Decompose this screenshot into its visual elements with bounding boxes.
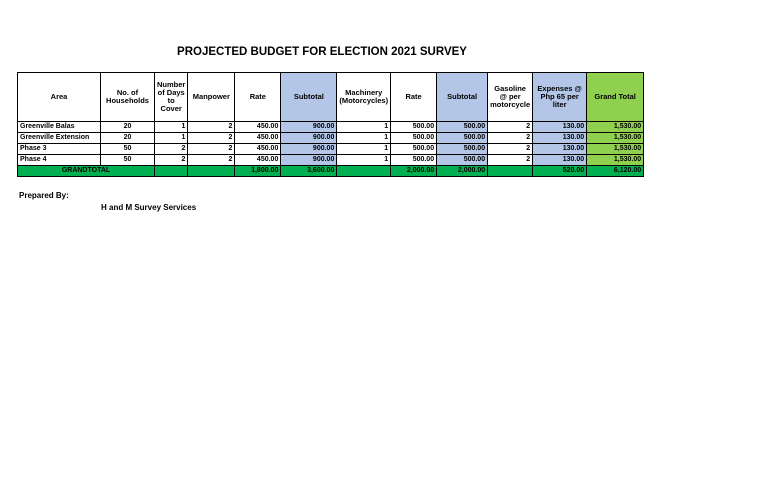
- header-grand-total: Grand Total: [587, 73, 644, 122]
- header-area: Area: [18, 73, 101, 122]
- cell-manpower: 2: [188, 155, 235, 166]
- cell-machinery: 1: [337, 144, 391, 155]
- cell-subtotal-machinery: 500.00: [437, 144, 488, 155]
- total-subtotal-manpower: 3,600.00: [281, 166, 337, 177]
- header-rate-machinery: Rate: [391, 73, 437, 122]
- grand-total-row: [18, 166, 644, 177]
- prepared-by-label: Prepared By:: [19, 191, 69, 200]
- cell-subtotal-manpower: 900.00: [281, 144, 337, 155]
- cell-rate-manpower: 450.00: [235, 155, 281, 166]
- header-subtotal-manpower: Subtotal: [281, 73, 337, 122]
- table-row: [18, 122, 644, 133]
- company-name: H and M Survey Services: [101, 203, 197, 212]
- total-label: GRANDTOTAL: [18, 166, 155, 177]
- cell-households: 20: [101, 122, 155, 133]
- cell-expenses: 130.00: [533, 133, 587, 144]
- cell-days: 1: [155, 133, 188, 144]
- total-empty-gasoline: [488, 166, 533, 177]
- total-rate-machinery: 2,000.00: [391, 166, 437, 177]
- cell-area: Greenville Balas: [18, 122, 101, 133]
- cell-rate-machinery: 500.00: [391, 122, 437, 133]
- table-row: [18, 133, 644, 144]
- total-subtotal-machinery: 2,000.00: [437, 166, 488, 177]
- header-rate-manpower: Rate: [235, 73, 281, 122]
- cell-machinery: 1: [337, 155, 391, 166]
- cell-gasoline: 2: [488, 155, 533, 166]
- cell-grand-total: 1,530.00: [587, 144, 644, 155]
- total-empty-manpower: [188, 166, 235, 177]
- cell-rate-manpower: 450.00: [235, 122, 281, 133]
- cell-households: 50: [101, 144, 155, 155]
- cell-area: Phase 3: [18, 144, 101, 155]
- header-days: Number of Days to Cover: [155, 73, 188, 122]
- document-title: PROJECTED BUDGET FOR ELECTION 2021 SURVEY: [177, 46, 467, 58]
- cell-days: 2: [155, 155, 188, 166]
- cell-subtotal-manpower: 900.00: [281, 122, 337, 133]
- cell-manpower: 2: [188, 122, 235, 133]
- total-empty-days: [155, 166, 188, 177]
- table-row: [18, 144, 644, 155]
- total-rate-manpower: 1,800.00: [235, 166, 281, 177]
- table-row: [18, 155, 644, 166]
- cell-days: 2: [155, 144, 188, 155]
- cell-rate-machinery: 500.00: [391, 144, 437, 155]
- cell-manpower: 2: [188, 133, 235, 144]
- cell-manpower: 2: [188, 144, 235, 155]
- total-expenses: 520.00: [533, 166, 587, 177]
- cell-gasoline: 2: [488, 144, 533, 155]
- cell-subtotal-machinery: 500.00: [437, 155, 488, 166]
- cell-subtotal-machinery: 500.00: [437, 122, 488, 133]
- header-row: [18, 73, 644, 122]
- header-machinery: Machinery (Motorcycles): [337, 73, 391, 122]
- cell-households: 50: [101, 155, 155, 166]
- cell-rate-machinery: 500.00: [391, 155, 437, 166]
- cell-expenses: 130.00: [533, 144, 587, 155]
- cell-households: 20: [101, 133, 155, 144]
- cell-area: Greenville Extension: [18, 133, 101, 144]
- cell-subtotal-manpower: 900.00: [281, 133, 337, 144]
- cell-expenses: 130.00: [533, 122, 587, 133]
- header-gasoline: Gasoline @ per motorcycle: [488, 73, 533, 122]
- header-expenses: Expenses @ Php 65 per liter: [533, 73, 587, 122]
- cell-machinery: 1: [337, 133, 391, 144]
- header-manpower: Manpower: [188, 73, 235, 122]
- cell-subtotal-machinery: 500.00: [437, 133, 488, 144]
- total-empty-machinery: [337, 166, 391, 177]
- cell-gasoline: 2: [488, 133, 533, 144]
- cell-rate-manpower: 450.00: [235, 133, 281, 144]
- cell-rate-machinery: 500.00: [391, 133, 437, 144]
- budget-table: [17, 72, 644, 177]
- cell-subtotal-manpower: 900.00: [281, 155, 337, 166]
- cell-area: Phase 4: [18, 155, 101, 166]
- cell-grand-total: 1,530.00: [587, 155, 644, 166]
- cell-gasoline: 2: [488, 122, 533, 133]
- cell-grand-total: 1,530.00: [587, 122, 644, 133]
- header-subtotal-machinery: Subtotal: [437, 73, 488, 122]
- cell-grand-total: 1,530.00: [587, 133, 644, 144]
- cell-machinery: 1: [337, 122, 391, 133]
- cell-expenses: 130.00: [533, 155, 587, 166]
- total-grand-total: 6,120.00: [587, 166, 644, 177]
- cell-rate-manpower: 450.00: [235, 144, 281, 155]
- header-households: No. of Households: [101, 73, 155, 122]
- cell-days: 1: [155, 122, 188, 133]
